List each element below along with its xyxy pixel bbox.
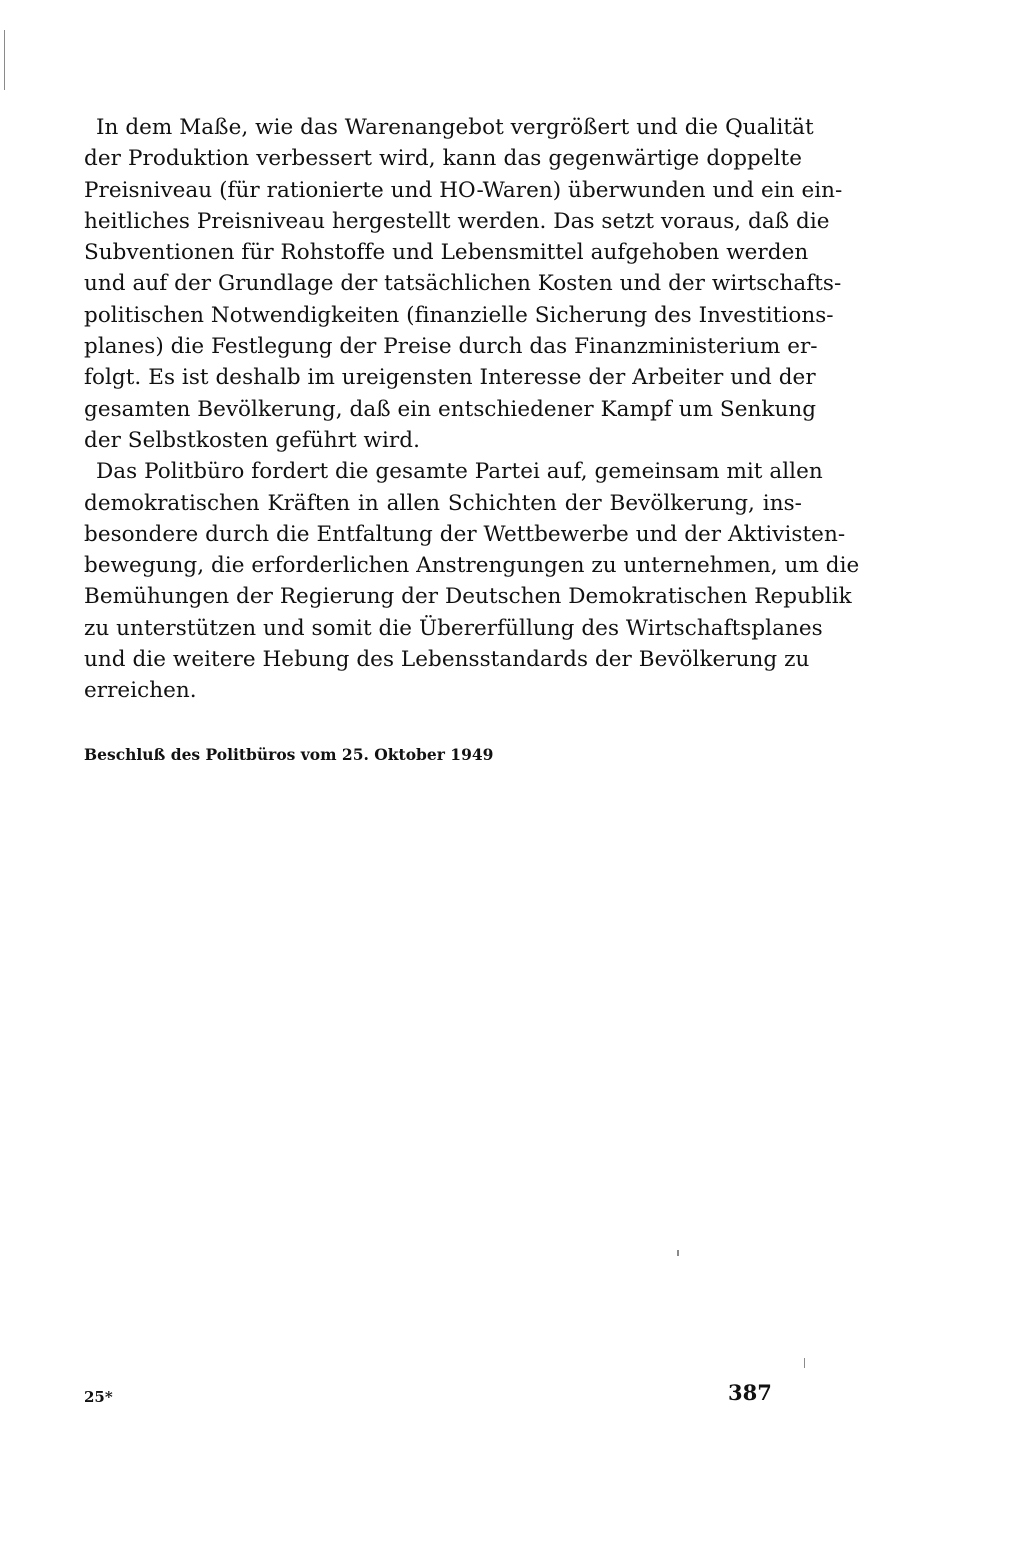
- text-line: und die weitere Hebung des Lebensstandards der Bevölkerung zu: [84, 647, 810, 673]
- text-line: und auf der Grundlage der tatsächlichen Kosten und der wirtschafts-: [84, 271, 842, 297]
- text-line: Das Politbüro fordert die gesamte Partei auf, gemeinsam mit allen: [96, 459, 823, 485]
- text-line: politischen Notwendigkeiten (finanzielle Sicherung des Investitions-: [84, 302, 834, 328]
- page-number: 387: [728, 1380, 772, 1405]
- text-line: gesamten Bevölkerung, daß ein entschiedener Kampf um Senkung: [84, 396, 817, 422]
- text-line: demokratischen Kräften in allen Schichten der Bevölkerung, ins-: [84, 490, 802, 516]
- text-line: Subventionen für Rohstoffe und Lebensmittel aufgehoben werden: [84, 240, 809, 266]
- paragraph: [84, 112, 843, 456]
- paragraph: [84, 456, 860, 706]
- text-line: Preisniveau (für rationierte und HO-Waren) überwunden und ein ein-: [84, 177, 843, 203]
- text-line: planes) die Festlegung der Preise durch das Finanzministerium er-: [84, 334, 818, 360]
- text-line: der Selbstkosten geführt wird.: [84, 427, 420, 453]
- text-line: der Produktion verbessert wird, kann das gegenwärtige doppelte: [84, 146, 802, 172]
- text-line: erreichen.: [84, 678, 197, 704]
- signature-mark: 25*: [84, 1388, 113, 1406]
- scan-speck: [4, 30, 5, 90]
- text-line: Bemühungen der Regierung der Deutschen Demokratischen Republik: [84, 584, 852, 610]
- source-note: Beschluß des Politbüros vom 25. Oktober 1949: [84, 745, 494, 764]
- text-line: besondere durch die Entfaltung der Wettbewerbe und der Aktivisten-: [84, 521, 846, 547]
- text-line: heitliches Preisniveau hergestellt werden. Das setzt voraus, daß die: [84, 208, 830, 234]
- text-line: folgt. Es ist deshalb im ureigensten Interesse der Arbeiter und der: [84, 365, 816, 391]
- text-line: bewegung, die erforderlichen Anstrengungen zu unternehmen, um die: [84, 553, 860, 579]
- scan-speck: [804, 1358, 805, 1368]
- body-text: [84, 112, 860, 707]
- scan-speck: [677, 1250, 679, 1256]
- text-line: zu unterstützen und somit die Übererfüllung des Wirtschaftsplanes: [84, 615, 823, 641]
- text-line: In dem Maße, wie das Warenangebot vergrößert und die Qualität: [96, 115, 814, 140]
